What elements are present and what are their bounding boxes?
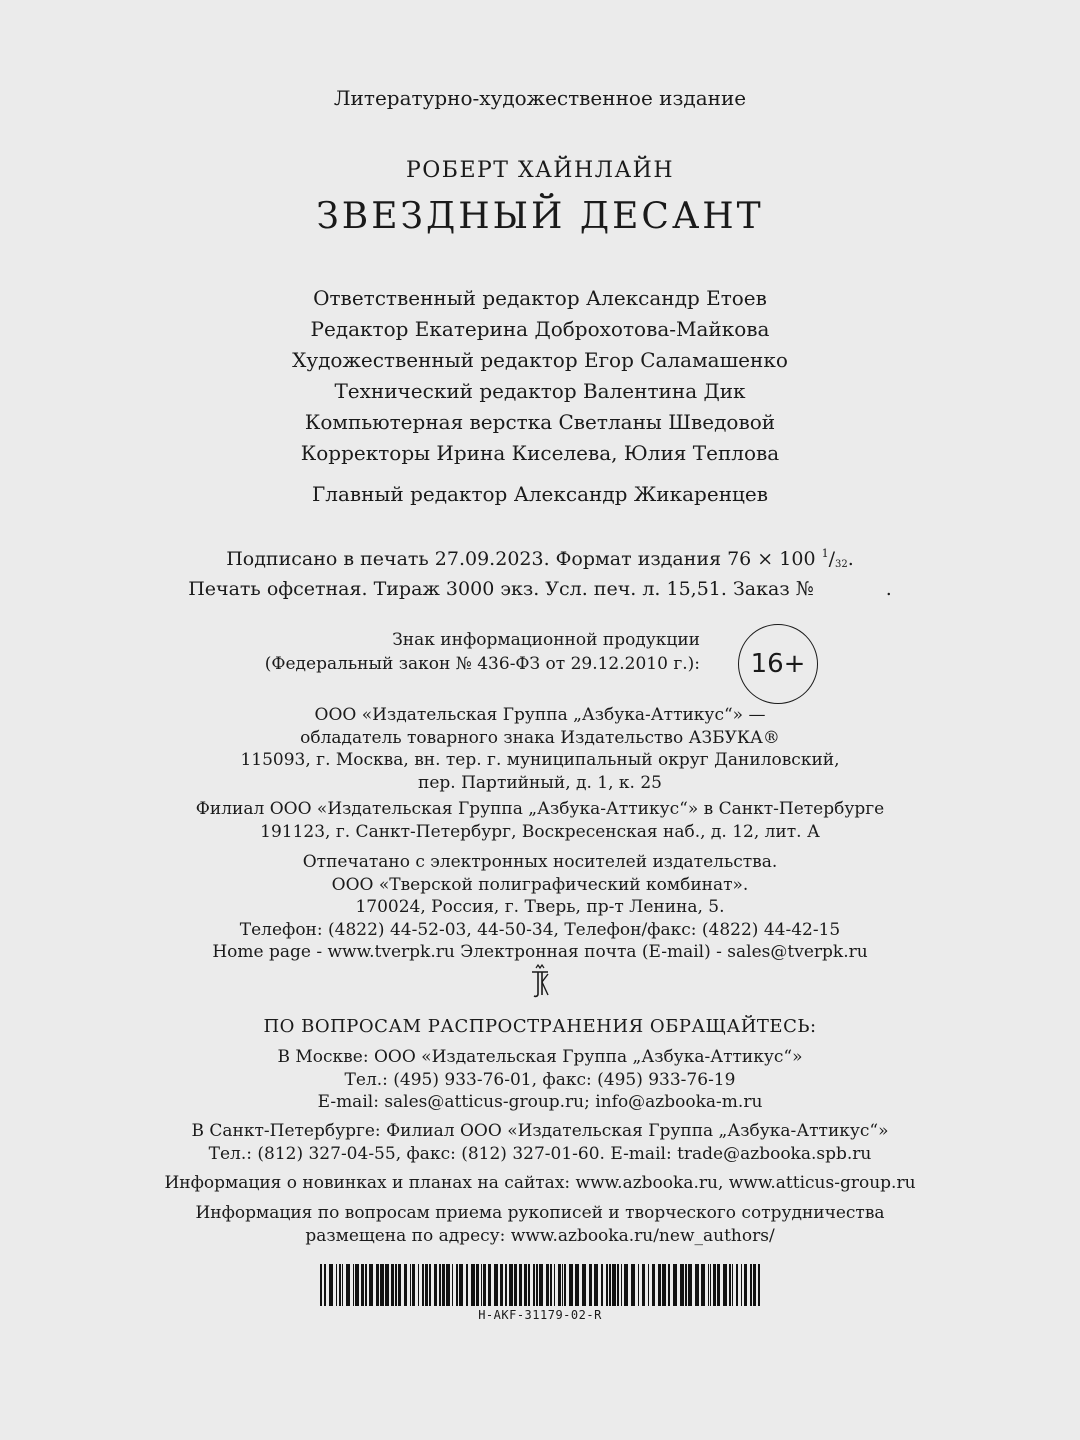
publisher-line: пер. Партийный, д. 1, к. 25 xyxy=(418,772,662,793)
printer-line: ООО «Тверской полиграфический комбинат». xyxy=(331,874,749,895)
barcode-bar xyxy=(536,1264,538,1306)
barcode-bar xyxy=(710,1264,711,1306)
printing-line-1 xyxy=(0,542,1080,577)
barcode-bar xyxy=(609,1264,611,1306)
barcode-bar xyxy=(589,1264,592,1306)
barcode-bar xyxy=(385,1264,389,1306)
barcode-bar xyxy=(539,1264,543,1306)
format-slash: / xyxy=(828,548,835,570)
barcode-bar xyxy=(680,1264,684,1306)
barcode-bar xyxy=(365,1264,367,1306)
publisher-line: обладатель товарного знака Издательство АЗБУКА® xyxy=(300,727,780,748)
moscow-line: E-mail: sales@atticus-group.ru; info@azbooka-m.ru xyxy=(317,1092,763,1113)
barcode-bar xyxy=(662,1264,666,1306)
barcode-bar xyxy=(717,1264,720,1306)
credit-line: Корректоры Ирина Киселева, Юлия Теплова xyxy=(300,441,780,465)
barcode-bar xyxy=(631,1264,635,1306)
barcode-bar xyxy=(569,1264,573,1306)
spb-line: В Санкт-Петербурге: Филиал ООО «Издательская Группа „Азбука-Аттикус“» xyxy=(191,1121,889,1141)
spb-line: Тел.: (812) 327-04-55, факс: (812) 327-01-60. E-mail: trade@azbooka.spb.ru xyxy=(208,1143,872,1164)
printer-line: 170024, Россия, г. Тверь, пр-т Ленина, 5. xyxy=(355,897,725,918)
barcode-bar xyxy=(658,1264,661,1306)
branch-line: Филиал ООО «Издательская Группа „Азбука-Аттикус“» в Санкт-Петербурге xyxy=(195,799,885,819)
age-rating-text xyxy=(265,628,700,676)
barcode-bar xyxy=(361,1264,364,1306)
branch-line: 191123, г. Санкт-Петербург, Воскресенская наб., д. 12, лит. А xyxy=(260,821,820,842)
barcode-bar xyxy=(601,1264,603,1306)
format-denominator: 32 xyxy=(834,559,848,570)
barcode-bar xyxy=(701,1264,705,1306)
printer-line: Home page - www.tverpk.ru Электронная почта (E-mail) - sales@tverpk.ru xyxy=(212,942,868,963)
barcode-bar xyxy=(750,1264,752,1306)
barcode-bar xyxy=(346,1264,350,1306)
credit-line: Ответственный редактор Александр Етоев xyxy=(313,286,767,310)
barcode-bar xyxy=(621,1264,622,1306)
printer-monogram-icon xyxy=(527,964,553,998)
barcode-bar xyxy=(395,1264,397,1306)
barcode-bar xyxy=(404,1264,407,1306)
book-title: ЗВЕЗДНЫЙ ДЕСАНТ xyxy=(316,196,764,237)
barcode-bar xyxy=(446,1264,450,1306)
barcode-bar xyxy=(369,1264,373,1306)
barcode-bar xyxy=(509,1264,513,1306)
barcode-bar xyxy=(353,1264,354,1306)
distribution-moscow xyxy=(0,1046,1080,1114)
moscow-line: В Москве: ООО «Издательская Группа „Азбука-Аттикус“» xyxy=(277,1047,803,1067)
printer-line: Телефон: (4822) 44-52-03, 44-50-34, Телефон/факс: (4822) 44-42-15 xyxy=(239,919,841,940)
barcode-bar xyxy=(524,1264,527,1306)
barcode-bar xyxy=(412,1264,415,1306)
barcode-bar xyxy=(494,1264,498,1306)
barcode-bar xyxy=(336,1264,337,1306)
barcode-bar xyxy=(758,1264,760,1306)
barcode-bar xyxy=(376,1264,379,1306)
barcode-bar xyxy=(505,1264,507,1306)
barcode-bar xyxy=(744,1264,747,1306)
barcode-bar xyxy=(533,1264,535,1306)
barcode-bar xyxy=(471,1264,475,1306)
edition-type: Литературно-художественное издание xyxy=(333,86,747,110)
barcode-bar xyxy=(729,1264,731,1306)
printing-info xyxy=(0,542,1080,601)
barcode-bar xyxy=(685,1264,687,1306)
barcode-bar xyxy=(391,1264,394,1306)
barcode-bar xyxy=(418,1264,419,1306)
barcode-bar xyxy=(425,1264,428,1306)
barcode-bar xyxy=(528,1264,530,1306)
barcode-bar xyxy=(617,1264,619,1306)
barcode-bar xyxy=(355,1264,359,1306)
barcode-bar xyxy=(741,1264,742,1306)
age-rating-badge: 16+ xyxy=(738,624,818,704)
barcode-bar xyxy=(342,1264,343,1306)
barcode-bar xyxy=(339,1264,341,1306)
barcode-bar xyxy=(320,1264,322,1306)
printer-info xyxy=(0,851,1080,964)
barcode-bar xyxy=(452,1264,453,1306)
age-rating-block xyxy=(240,624,840,704)
barcode-bar xyxy=(708,1264,709,1306)
barcode-bar xyxy=(466,1264,468,1306)
barcode-bar xyxy=(695,1264,699,1306)
chief-editor: Главный редактор Александр Жикаренцев xyxy=(312,482,768,506)
barcode-bar xyxy=(638,1264,639,1306)
barcode-bar xyxy=(459,1264,463,1306)
age-rating-law: (Федеральный закон № 436-ФЗ от 29.12.2010 г.): xyxy=(264,654,700,674)
barcode-bar xyxy=(688,1264,692,1306)
barcode-bar xyxy=(422,1264,424,1306)
barcode-bar xyxy=(410,1264,411,1306)
age-rating-label: Знак информационной продукции xyxy=(392,630,700,650)
barcode-bar xyxy=(439,1264,441,1306)
barcode-bar xyxy=(550,1264,552,1306)
barcode-bar xyxy=(434,1264,437,1306)
barcode-bar xyxy=(514,1264,517,1306)
printer-line: Отпечатано с электронных носителей издательства. xyxy=(302,852,778,872)
barcode-bar xyxy=(398,1264,401,1306)
printing-run-text: Печать офсетная. Тираж 3000 экз. Усл. печ. л. 15,51. Заказ № xyxy=(188,578,814,600)
manuscripts-line: размещена по адресу: www.azbooka.ru/new_authors/ xyxy=(305,1225,775,1246)
barcode-bar xyxy=(564,1264,566,1306)
publisher-line: ООО «Издательская Группа „Азбука-Аттикус“» — xyxy=(314,705,766,725)
barcode-bar xyxy=(652,1264,655,1306)
barcode-bar xyxy=(483,1264,486,1306)
credit-line: Компьютерная верстка Светланы Шведовой xyxy=(304,410,776,434)
barcode-bar xyxy=(481,1264,482,1306)
barcode-bar xyxy=(732,1264,733,1306)
credit-line: Технический редактор Валентина Дик xyxy=(334,379,746,403)
branch-info xyxy=(0,798,1080,843)
barcode-bar xyxy=(329,1264,333,1306)
barcode-bar xyxy=(594,1264,598,1306)
barcode-bar xyxy=(713,1264,716,1306)
barcode-bar xyxy=(488,1264,491,1306)
credits-list xyxy=(0,283,1080,469)
barcode-bar xyxy=(668,1264,670,1306)
barcode-bar xyxy=(500,1264,503,1306)
info-sites: Информация о новинках и планах на сайтах: www.azbooka.ru, www.atticus-group.ru xyxy=(164,1173,916,1193)
printing-format-text: Подписано в печать 27.09.2023. Формат издания 76 × 100 xyxy=(226,548,822,570)
barcode-bar xyxy=(380,1264,384,1306)
barcode-bar xyxy=(642,1264,645,1306)
moscow-line: Тел.: (495) 933-76-01, факс: (495) 933-76-19 xyxy=(344,1069,736,1090)
author-name: РОБЕРТ ХАЙНЛАЙН xyxy=(405,158,675,183)
barcode-code: H-AKF-31179-02-R xyxy=(478,1308,602,1322)
barcode-bar xyxy=(736,1264,738,1306)
barcode-bar xyxy=(562,1264,563,1306)
barcode-bar xyxy=(324,1264,326,1306)
printer-monogram-icon xyxy=(0,964,1080,1005)
barcode-bar xyxy=(606,1264,608,1306)
barcode-bar xyxy=(558,1264,561,1306)
printing-line-2 xyxy=(0,577,1080,601)
barcode-bar xyxy=(673,1264,677,1306)
credit-line: Редактор Екатерина Доброхотова-Майкова xyxy=(310,317,770,341)
format-numerator: 1 xyxy=(821,547,829,560)
distribution-spb xyxy=(0,1120,1080,1165)
barcode-bar xyxy=(575,1264,579,1306)
printing-line-1-end: . xyxy=(847,548,854,570)
publisher-info xyxy=(0,704,1080,794)
info-manuscripts xyxy=(0,1202,1080,1247)
credit-line: Художественный редактор Егор Саламашенко xyxy=(292,348,788,372)
publisher-line: 115093, г. Москва, вн. тер. г. муниципальный округ Даниловский, xyxy=(240,750,840,771)
printing-line-2-end: . xyxy=(885,578,892,600)
barcode-bar xyxy=(723,1264,727,1306)
barcode-bar xyxy=(546,1264,549,1306)
barcode-bar xyxy=(648,1264,649,1306)
barcode-bar xyxy=(753,1264,756,1306)
barcode-bar xyxy=(554,1264,555,1306)
barcode-bar xyxy=(519,1264,522,1306)
barcode-bar xyxy=(456,1264,458,1306)
barcode-bar xyxy=(476,1264,479,1306)
distribution-heading: ПО ВОПРОСАМ РАСПРОСТРАНЕНИЯ ОБРАЩАЙТЕСЬ: xyxy=(263,1016,817,1037)
barcode-bar xyxy=(624,1264,628,1306)
manuscripts-line: Информация по вопросам приема рукописей и творческого сотрудничества xyxy=(195,1203,885,1223)
barcode-bar xyxy=(582,1264,586,1306)
barcode-bar xyxy=(612,1264,616,1306)
barcode-bar xyxy=(442,1264,445,1306)
barcode-bar xyxy=(429,1264,431,1306)
barcode-icon xyxy=(320,1264,760,1306)
